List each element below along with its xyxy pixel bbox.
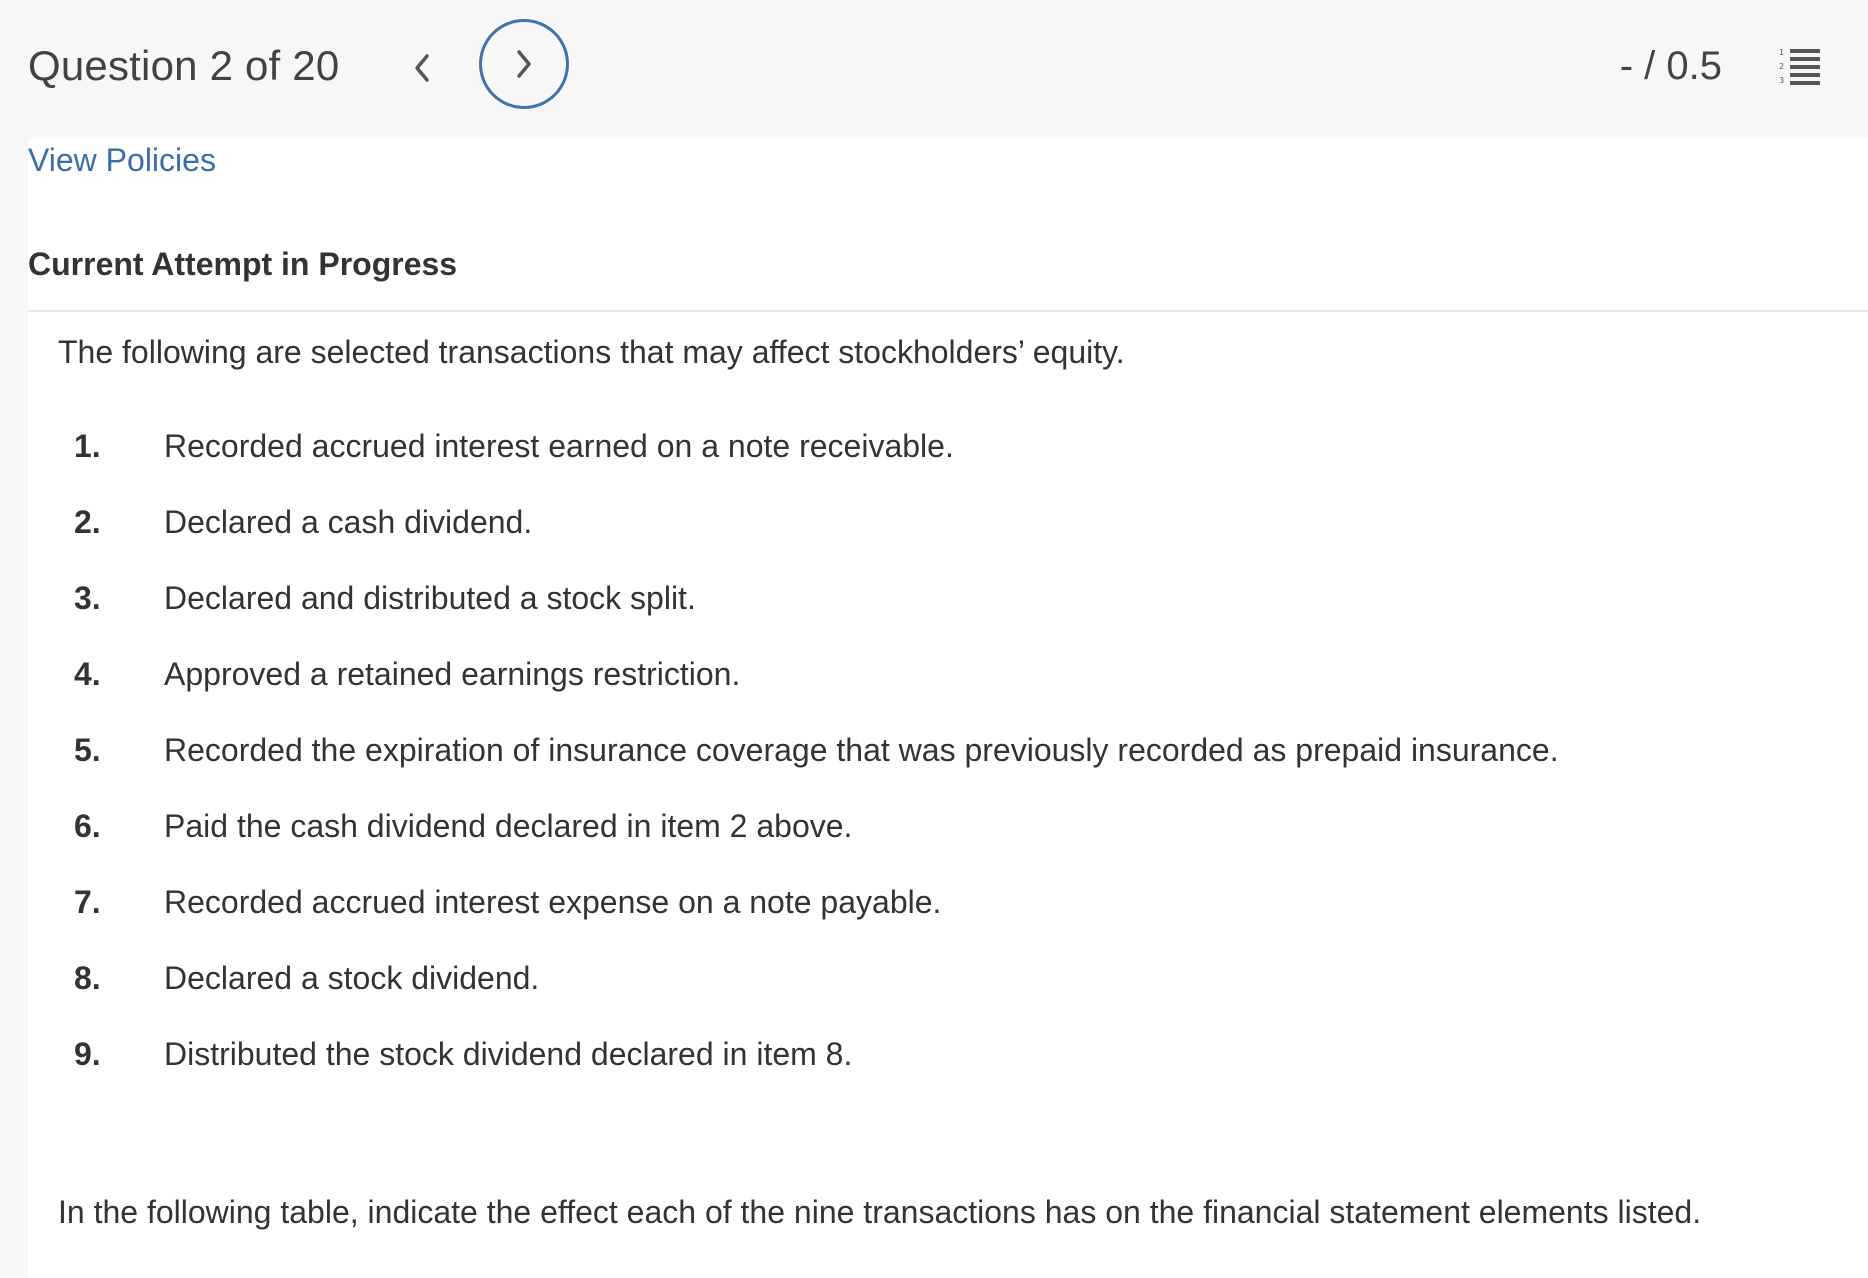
item-number: 9. bbox=[74, 1036, 101, 1072]
list-item bbox=[28, 1036, 1828, 1112]
svg-text:1: 1 bbox=[1779, 48, 1785, 57]
table-instruction: In the following table, indicate the effect each of the nine transactions has on the financial statement elements listed. bbox=[58, 1194, 1702, 1230]
item-number: 6. bbox=[74, 808, 101, 844]
numbered-list-icon bbox=[1778, 46, 1822, 86]
view-policies-link[interactable]: View Policies bbox=[28, 142, 216, 178]
question-content bbox=[28, 138, 1868, 1278]
item-text: Declared a stock dividend. bbox=[164, 960, 540, 996]
item-text: Recorded accrued interest expense on a note payable. bbox=[164, 884, 942, 920]
list-item bbox=[28, 656, 1828, 732]
transaction-list bbox=[28, 428, 1828, 1112]
svg-text:2: 2 bbox=[1779, 62, 1785, 71]
previous-question-button[interactable] bbox=[400, 40, 444, 96]
chevron-right-icon bbox=[514, 48, 534, 80]
attempt-heading: Current Attempt in Progress bbox=[28, 246, 458, 282]
item-text: Declared a cash dividend. bbox=[164, 504, 533, 540]
item-text: Paid the cash dividend declared in item 2 above. bbox=[164, 808, 853, 844]
list-item bbox=[28, 504, 1828, 580]
list-item bbox=[28, 884, 1828, 960]
list-item bbox=[28, 732, 1828, 808]
next-question-button[interactable] bbox=[479, 19, 569, 109]
question-header bbox=[0, 0, 1868, 138]
item-text: Approved a retained earnings restriction. bbox=[164, 656, 741, 692]
svg-text:3: 3 bbox=[1779, 76, 1785, 85]
question-list-button[interactable] bbox=[1778, 46, 1822, 86]
question-intro: The following are selected transactions that may affect stockholders’ equity. bbox=[58, 334, 1125, 370]
list-item bbox=[28, 960, 1828, 1036]
list-item bbox=[28, 428, 1828, 504]
item-text: Distributed the stock dividend declared in item 8. bbox=[164, 1036, 853, 1072]
item-text: Declared and distributed a stock split. bbox=[164, 580, 696, 616]
item-number: 4. bbox=[74, 656, 101, 692]
list-item bbox=[28, 580, 1828, 656]
divider bbox=[28, 310, 1868, 312]
item-number: 3. bbox=[74, 580, 101, 616]
score-display: - / 0.5 bbox=[1619, 44, 1722, 88]
item-number: 8. bbox=[74, 960, 101, 996]
item-text: Recorded the expiration of insurance coverage that was previously recorded as prepaid insurance. bbox=[164, 732, 1559, 768]
item-number: 2. bbox=[74, 504, 101, 540]
chevron-left-icon bbox=[412, 52, 432, 84]
list-item bbox=[28, 808, 1828, 884]
item-number: 5. bbox=[74, 732, 101, 768]
item-number: 7. bbox=[74, 884, 101, 920]
item-number: 1. bbox=[74, 428, 101, 464]
question-counter: Question 2 of 20 bbox=[28, 42, 340, 89]
item-text: Recorded accrued interest earned on a note receivable. bbox=[164, 428, 954, 464]
